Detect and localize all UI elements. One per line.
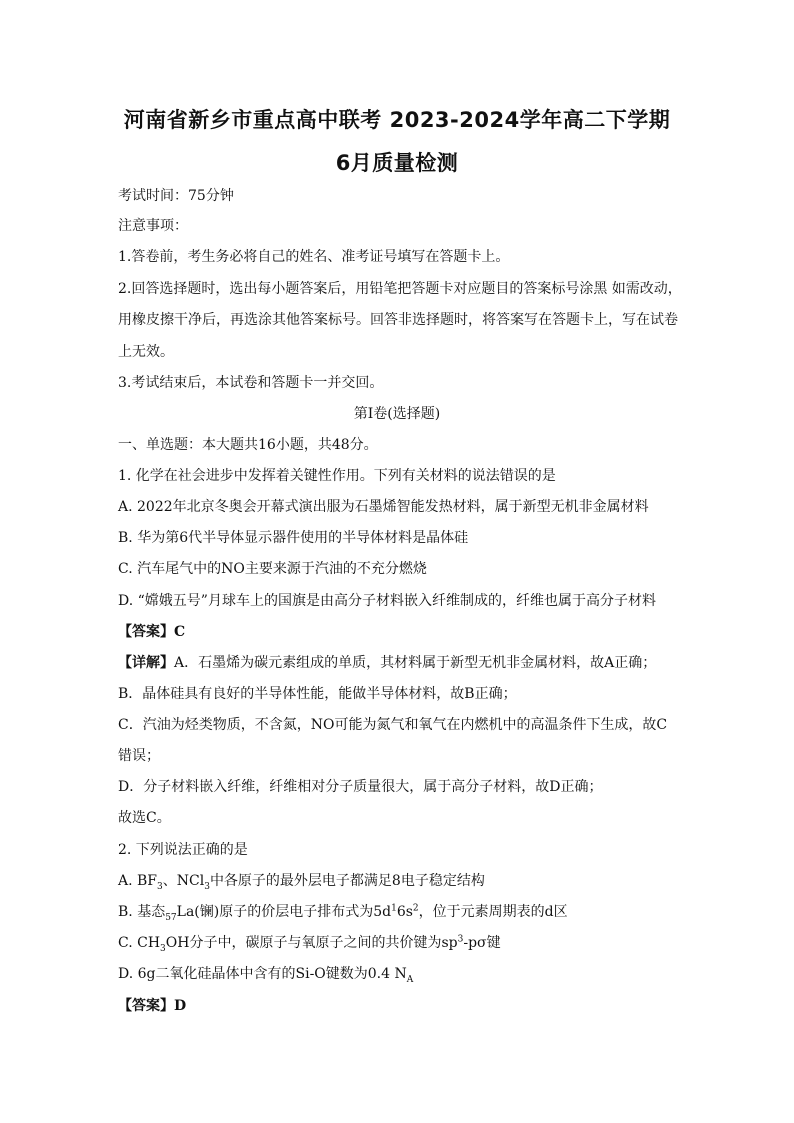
q1-answer: 【答案】C [118,624,186,640]
q2-c-text: C. CH [118,935,161,951]
notice-item-2-line2: 用橡皮擦干净后，再选涂其他答案标号。回答非选择题时，将答案写在答题卡上，写在试卷 [118,312,678,328]
document-title-line1: 河南省新乡市重点高中联考 2023-2024学年高二下学期 [123,108,671,132]
q2-option-d [118,964,413,984]
q2-a-text: 中各原子的最外层电子都满足8电子稳定结构 [209,873,485,889]
notice-item-3: 3.考试结束后，本试卷和答题卡一并交回。 [118,375,384,391]
exam-time: 考试时间：75分钟 [118,188,234,204]
q2-stem: 2. 下列说法正确的是 [118,842,248,858]
q2-b-text: La(镧)原子的价层电子排布式为5d [176,904,392,920]
q1-explanation-a [118,653,656,673]
q2-b-subscript: 57 [165,912,177,923]
q1-option-d: D. “嫦娥五号”月球车上的国旗是由高分子材料嵌入纤维制成的，纤维也属于高分子材料 [118,593,656,609]
q2-b-text: B. 基态 [118,904,166,920]
q2-d-text: D. 6g二氧化硅晶体中含有的Si-O键数为0.4 N [118,966,407,982]
q2-c-text: -pσ键 [463,935,501,951]
notice-item-1: 1.答卷前，考生务必将自己的姓名、准考证号填写在答题卡上。 [118,249,510,265]
q2-c-subscript: 3 [160,943,166,954]
q1-explanation-d: D．分子材料嵌入纤维，纤维相对分子质量很大，属于高分子材料，故D正确； [118,779,603,795]
explanation-text: A．石墨烯为碳元素组成的单质，其材料属于新型无机非金属材料，故A正确； [174,655,657,671]
q1-explanation-c-line1: C．汽油为烃类物质，不含氮，NO可能为氮气和氧气在内燃机中的高温条件下生成，故C [118,717,668,733]
q2-a-subscript: 3 [204,881,210,892]
q2-b-text: ，位于元素周期表的d区 [418,904,568,920]
q1-explanation-b: B．晶体硅具有良好的半导体性能，能做半导体材料，故B正确； [118,686,517,702]
q2-answer: 【答案】D [118,998,187,1014]
explanation-label: 【详解】 [118,655,174,671]
q1-conclusion: 故选C。 [118,810,171,826]
q1-stem: 1. 化学在社会进步中发挥着关键性作用。下列有关材料的说法错误的是 [118,468,556,484]
q2-b-text: 6s [396,904,413,920]
q2-b-superscript: 2 [412,903,419,914]
volume-heading: 第I卷(选择题) [353,406,441,422]
q1-option-b: B. 华为第6代半导体显示器件使用的半导体材料是晶体硅 [118,530,469,546]
notice-title: 注意事项： [118,218,188,234]
q2-a-text: A. BF [118,873,158,889]
q2-b-superscript: 1 [391,903,397,914]
q2-option-a [118,871,485,891]
q2-a-text: 、NCl [162,873,205,889]
q1-option-a: A. 2022年北京冬奥会开幕式演出服为石墨烯智能发热材料，属于新型无机非金属材料 [118,499,649,515]
q2-option-c [118,933,501,953]
q1-explanation-c-line2: 错误； [118,748,160,764]
document-title-line2: 6月质量检测 [335,151,459,175]
notice-item-2-line1: 2.回答选择题时，选出每小题答案后，用铅笔把答题卡对应题目的答案标号涂黑 如需改动， [118,281,682,297]
q2-c-text: OH分子中，碳原子与氧原子之间的共价键为sp [165,935,458,951]
q1-option-c: C. 汽车尾气中的NO主要来源于汽油的不充分燃烧 [118,561,427,577]
q2-c-superscript: 3 [457,934,464,945]
part-heading: 一、单选题：本大题共16小题，共48分。 [118,437,378,453]
notice-item-2-line3: 上无效。 [118,344,174,360]
q2-d-subscript: A [406,974,414,985]
q2-option-b [118,902,568,922]
q2-a-subscript: 3 [157,881,163,892]
